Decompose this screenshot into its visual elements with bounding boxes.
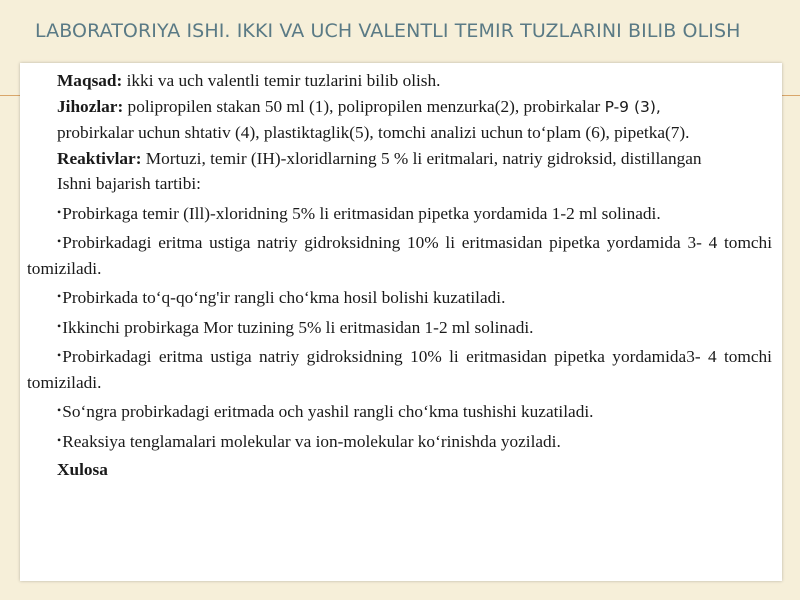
jihozlar-paragraph: [27, 94, 772, 121]
reaktivlar-label: Reaktivlar:: [57, 148, 142, 168]
jihozlar-label: Jihozlar:: [57, 96, 124, 116]
content-panel: [20, 63, 782, 581]
bullet-icon: •: [57, 234, 62, 248]
step-text: Probirkadagi eritma ustiga natriy gidroksidning 10% li eritmasidan pipetka yordamida3- 4 tomchi tomiziladi.: [27, 347, 772, 392]
step-text: So‘ngra probirkadagi eritmada och yashil rangli cho‘kma tushishi kuzatiladi.: [62, 402, 594, 421]
slide-title: LABORATORIYA ISHI. IKKI VA UCH VALENTLI TEMIR TUZLARINI BILIB OLISH: [35, 20, 741, 42]
list-item: [27, 428, 772, 455]
list-item: [27, 343, 772, 395]
list-item: [27, 229, 772, 281]
reaktivlar-text: Mortuzi, temir (IH)-xloridlarning 5 % li eritmalari, natriy gidroksid, distillangan: [141, 148, 702, 168]
reaktivlar-paragraph: [27, 146, 772, 172]
list-item: [27, 314, 772, 341]
list-item: [27, 200, 772, 227]
step-text: Probirkaga temir (Ill)-xloridning 5% li eritmasidan pipetka yordamida 1-2 ml solinadi.: [62, 203, 661, 223]
bullet-icon: •: [57, 318, 62, 333]
step-text: Probirkada to‘q-qo‘ng'ir rangli cho‘kma hosil bolishi kuzatiladi.: [62, 288, 506, 307]
bullet-icon: •: [57, 204, 62, 219]
step-text: Probirkadagi eritma ustiga natriy gidroksidning 10% li eritmasidan pipetka yordamida 3- 4 tomchi tomiziladi.: [27, 233, 772, 278]
jihozlar-paragraph-2: probirkalar uchun shtativ (4), plastiktaglik(5), tomchi analizi uchun to‘plam (6), pipetka(7).: [57, 123, 690, 142]
maqsad-paragraph: [27, 68, 772, 94]
xulosa-label: Xulosa: [57, 460, 108, 479]
content-body: [27, 68, 772, 483]
bullet-icon: •: [57, 403, 62, 417]
bullet-icon: •: [57, 348, 62, 362]
step-text: Reaksiya tenglamalari molekular va ion-molekular ko‘rinishda yoziladi.: [62, 431, 561, 451]
bullet-icon: •: [57, 289, 62, 303]
xulosa-heading: [27, 457, 772, 483]
maqsad-text: ikki va uch valentli temir tuzlarini bilib olish.: [122, 71, 441, 90]
step-text: Ikkinchi probirkaga Mor tuzining 5% li eritmasidan 1-2 ml solinadi.: [62, 317, 534, 337]
list-item: [27, 284, 772, 311]
bullet-icon: •: [57, 432, 62, 447]
list-item: [27, 398, 772, 425]
jihozlar-text-1: polipropilen stakan 50 ml (1), polipropilen menzurka(2), probirkalar: [123, 96, 605, 116]
jihozlar-text-p9: P-9 (3),: [604, 97, 661, 116]
maqsad-label: Maqsad:: [57, 71, 123, 90]
tartib-heading: Ishni bajarish tartibi:: [57, 174, 201, 193]
